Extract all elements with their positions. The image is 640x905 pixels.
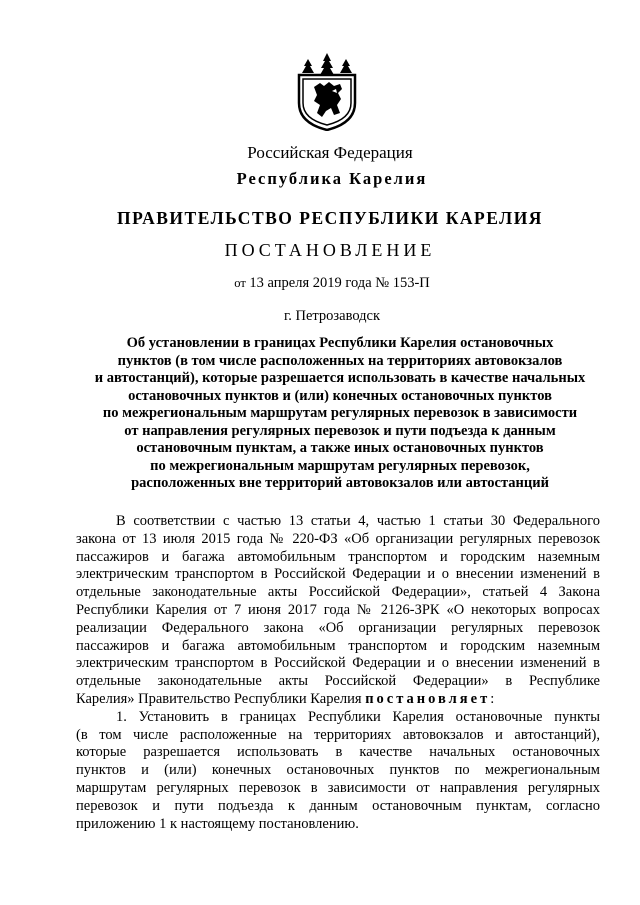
title-line: по межрегиональным маршрутам регулярных перевозок в зависимости (102, 405, 578, 421)
title-line: по межрегиональным маршрутам регулярных перевозок, (150, 457, 530, 474)
body-line: отдельные законодательные акты Российской Федерации» в Республике (76, 673, 600, 690)
title-line: Об установлении в границах Республики Карелия остановочных (126, 335, 554, 351)
title-line: от направления регулярных перевозок и пути подъезда к данным (124, 422, 556, 439)
body-line: электрическим транспортом в Российской Федерации и о внесении изменений в (76, 655, 600, 672)
body-line: пассажиров и багажа автомобильным транспортом и городским наземным (76, 637, 600, 654)
resolution-verb: постановляет (365, 690, 491, 707)
body-line: 1. Установить в границах Республики Карелия остановочные пункты (116, 708, 600, 725)
document-title (70, 335, 610, 493)
body-line: В соответствии с частью 13 статьи 4, частью 1 статьи 30 Федерального (116, 513, 600, 529)
republic-name: Республика Карелия (236, 169, 428, 188)
resolution-lead: Карелия» Правительство Республики Карелия (76, 690, 366, 707)
government-name: ПРАВИТЕЛЬСТВО РЕСПУБЛИКИ КАРЕЛИЯ (117, 208, 543, 228)
resolution-colon: : (490, 690, 495, 707)
body-line: приложению 1 к настоящему постановлению. (76, 815, 359, 832)
body-line: пассажиров и багажа автомобильным транспортом и городским наземным (76, 548, 600, 565)
document-type: ПОСТАНОВЛЕНИЕ (224, 240, 436, 260)
title-line: остановочным пунктам, а также иных остановочных пунктов (136, 440, 544, 456)
body-line: перевозок и пути подъезда к данным остановочным пунктам, согласно (76, 797, 600, 814)
title-line: и автостанций), которые разрешается использовать в качестве начальных (94, 370, 586, 386)
body-line: маршрутам регулярных перевозок в зависимости от направления регулярных (76, 779, 600, 796)
document-date: 13 апреля 2019 года № 153-П (249, 275, 430, 291)
body-line: отдельные законодательные акты Российской Федерации», статьей 4 Закона (76, 584, 600, 601)
document-city: г. Петрозаводск (283, 308, 381, 324)
document-date-line (12, 275, 640, 292)
body-line-resolution (76, 691, 600, 709)
title-line: пунктов (в том числе расположенных на территориях автовокзалов (117, 352, 563, 369)
body-line: которые разрешается использовать в качестве начальных остановочных (76, 744, 600, 761)
body-line: (в том числе расположенные на территориях автовокзалов и автостанций), (76, 726, 600, 743)
title-line: расположенных вне территорий автовокзалов или автостанций (131, 475, 549, 491)
body-line: Республики Карелия от 7 июня 2017 года № 2126-ЗРК «О некоторых вопросах (76, 601, 600, 618)
body-line: электрическим транспортом в Российской Федерации и о внесении изменений в (76, 566, 600, 583)
body-line: реализации Федерального закона «Об организации регулярных перевозок (76, 619, 600, 636)
country-name: Российская Федерация (247, 143, 413, 162)
karelia-coat-of-arms-icon (296, 53, 358, 131)
body-line: пунктов и (или) конечных остановочных пунктов по межрегиональным (76, 762, 600, 779)
date-prefix: от (234, 276, 246, 290)
title-line: остановочных пунктов и (или) конечных остановочных пунктов (128, 387, 552, 404)
document-body (76, 513, 600, 833)
body-line: закона от 13 июля 2015 года № 220-ФЗ «Об организации регулярных перевозок (76, 530, 600, 547)
